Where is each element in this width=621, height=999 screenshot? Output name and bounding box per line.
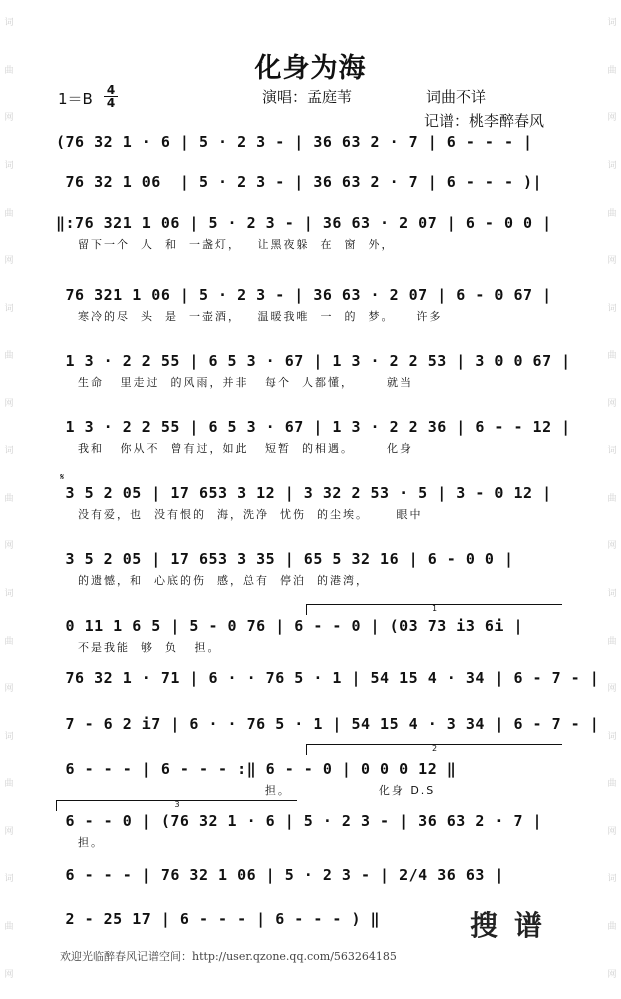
time-top: 4 <box>106 83 116 97</box>
watermark-char: 曲 <box>607 493 617 504</box>
watermark-char: 词 <box>607 303 617 314</box>
music-notes: 1 3 · 2 2 55 | 6 5 3 · 67 | 1 3 · 2 2 36 | 6 - - 12 | <box>56 418 571 436</box>
time-bottom: 4 <box>104 96 118 109</box>
watermark-char: 词 <box>607 160 617 171</box>
watermark-left <box>2 0 16 999</box>
volta-bracket-first: 1 <box>306 604 562 615</box>
watermark-char: 网 <box>4 826 14 837</box>
watermark-char: 网 <box>4 256 14 267</box>
watermark-char: 曲 <box>607 636 617 647</box>
watermark-char: 曲 <box>4 351 14 362</box>
music-notes: 6 - - - | 6 - - - :‖ 6 - - 0 | 0 0 0 12 ‖ <box>56 760 457 778</box>
watermark-char: 曲 <box>4 208 14 219</box>
lyrics-line: 的遗憾，和 心底的伤 感，总有 停泊 的港湾， <box>78 574 369 587</box>
volta-bracket-second: 2 <box>306 744 562 755</box>
watermark-char: 词 <box>4 303 14 314</box>
watermark-char: 网 <box>607 256 617 267</box>
music-notes: (76 32 1 · 6 | 5 · 2 3 - | 36 63 2 · 7 | 6 - - - | <box>56 133 533 151</box>
lyrics-line: 没有爱，也 没有恨的 海，洗净 忧伤 的尘埃。 眼中 <box>78 508 423 521</box>
watermark-char: 词 <box>607 18 617 29</box>
sopu-logo: 搜谱 <box>470 909 559 942</box>
music-notes: 0 11 1 6 5 | 5 - 0 76 | 6 - - 0 | (03 73 i3 6i | <box>56 617 524 635</box>
score-row <box>56 617 564 673</box>
music-notes: 3 5 2 05 | 17 653 3 35 | 65 5 32 16 | 6 - 0 0 | <box>56 550 514 568</box>
watermark-char: 曲 <box>607 921 617 932</box>
watermark-char: 网 <box>607 684 617 695</box>
watermark-char: 曲 <box>4 65 14 76</box>
score-row <box>56 550 564 606</box>
music-notes: 6 - - 0 | (76 32 1 · 6 | 5 · 2 3 - | 36 63 2 · 7 | <box>56 812 543 830</box>
music-notes: 76 32 1 06 | 5 · 2 3 - | 36 63 2 · 7 | 6 - - - )| <box>56 173 543 191</box>
music-notes: 7 - 6 2 i7 | 6 · · 76 5 · 1 | 54 15 4 · 3 34 | 6 - 7 - | <box>56 715 600 733</box>
lyrics-line: 留下一个 人 和 一盏灯， 让黑夜躲 在 窗 外， <box>78 238 395 251</box>
notation-credit: 记谱：桃李醉春风 <box>424 112 545 130</box>
watermark-char: 词 <box>4 589 14 600</box>
watermark-char: 网 <box>4 541 14 552</box>
watermark-char: 词 <box>607 589 617 600</box>
lyrics-line: 我和 你从不 曾有过，如此 短暂 的相遇。 化身 <box>78 442 413 455</box>
watermark-char: 词 <box>4 18 14 29</box>
lyrics-line: 寒冷的尽 头 是 一壶酒， 温暖我唯 一 的 梦。 许多 <box>78 310 443 323</box>
watermark-char: 曲 <box>607 65 617 76</box>
watermark-char: 曲 <box>4 636 14 647</box>
music-notes: 76 321 1 06 | 5 · 2 3 - | 36 63 · 2 07 | 6 - 0 67 | <box>56 286 552 304</box>
watermark-char: 网 <box>607 826 617 837</box>
lyrics-line: 担。 <box>78 836 104 849</box>
watermark-char: 网 <box>607 113 617 124</box>
watermark-char: 曲 <box>4 779 14 790</box>
volta-bracket-third: 3 <box>56 800 297 811</box>
watermark-char: 词 <box>4 446 14 457</box>
score-row <box>56 812 564 868</box>
watermark-right <box>605 0 619 999</box>
watermark-char: 网 <box>4 969 14 980</box>
lyrics-line: 生命 里走过 的风雨，并非 每个 人都懂， 就当 <box>78 376 413 389</box>
music-notes: 3 5 2 05 | 17 653 3 12 | 3 32 2 53 · 5 | 3 - 0 12 | <box>56 484 552 502</box>
watermark-char: 词 <box>607 446 617 457</box>
segno-sign: 𝄋 <box>60 472 65 483</box>
watermark-char: 曲 <box>4 921 14 932</box>
score-row <box>56 286 564 342</box>
watermark-char: 词 <box>4 731 14 742</box>
score-row <box>56 352 571 408</box>
footer-link-text: 欢迎光临醉春风记谱空间：http://user.qzone.qq.com/563264185 <box>60 950 397 963</box>
watermark-char: 词 <box>4 874 14 885</box>
watermark-char: 曲 <box>4 493 14 504</box>
watermark-char: 网 <box>4 398 14 409</box>
watermark-char: 网 <box>4 113 14 124</box>
lyricist-composer-credit: 词曲不详 <box>426 88 487 106</box>
watermark-char: 曲 <box>607 351 617 362</box>
lyrics-line: 不是我能 够 负 担。 <box>78 641 221 654</box>
watermark-char: 词 <box>607 731 617 742</box>
music-notes: 1 3 · 2 2 55 | 6 5 3 · 67 | 1 3 · 2 2 53 | 3 0 0 67 | <box>56 352 571 370</box>
score-row <box>56 418 571 474</box>
music-notes: 6 - - - | 76 32 1 06 | 5 · 2 3 - | 2/4 36 63 | <box>56 866 504 884</box>
score-row <box>56 214 564 270</box>
score-row <box>56 484 564 540</box>
watermark-char: 曲 <box>607 779 617 790</box>
watermark-char: 网 <box>607 541 617 552</box>
music-notes: 76 32 1 · 71 | 6 · · 76 5 · 1 | 54 15 4 · 34 | 6 - 7 - | <box>56 669 600 687</box>
watermark-char: 网 <box>607 969 617 980</box>
watermark-char: 网 <box>4 684 14 695</box>
watermark-char: 词 <box>4 160 14 171</box>
watermark-char: 词 <box>607 874 617 885</box>
music-notes: 2 - 25 17 | 6 - - - | 6 - - - ) ‖ <box>56 910 381 928</box>
time-signature <box>104 84 118 109</box>
watermark-char: 网 <box>607 398 617 409</box>
song-title: 化身为海 <box>254 53 367 84</box>
watermark-char: 曲 <box>607 208 617 219</box>
key-signature: 1＝B <box>58 90 93 108</box>
singer-credit: 演唱：孟庭苇 <box>262 88 353 106</box>
music-notes: ‖:76 321 1 06 | 5 · 2 3 - | 36 63 · 2 07 | 6 - 0 0 | <box>56 214 552 232</box>
lyrics-line: 担。 化身 D.S <box>78 784 436 797</box>
